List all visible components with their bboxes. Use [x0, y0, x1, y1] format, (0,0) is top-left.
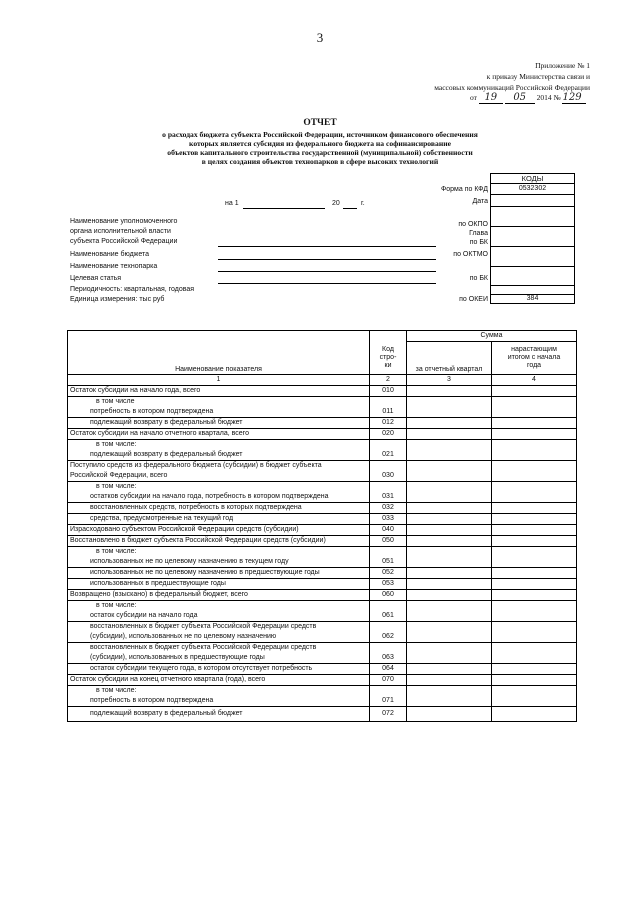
row-indicator-name: подлежащий возврату в федеральный бюджет — [68, 450, 370, 461]
header-cumulative — [492, 342, 577, 375]
row-code: 061 — [370, 611, 407, 622]
row-indicator-name: в том числе: — [68, 481, 370, 492]
row-value-cumulative[interactable] — [492, 653, 577, 664]
header-sum: Сумма — [407, 331, 577, 342]
row-value-cumulative[interactable] — [492, 502, 577, 513]
row-value-cumulative[interactable] — [492, 385, 577, 396]
unit-label: Единица измерения: тыс руб — [70, 296, 165, 303]
table-row — [68, 439, 577, 450]
row-indicator-name: восстановленных в бюджет субъекта Российской Федерации средств — [68, 642, 370, 653]
row-value-period[interactable] — [407, 600, 492, 611]
org-field-line — [218, 246, 436, 247]
table-row — [68, 674, 577, 685]
row-code — [370, 642, 407, 653]
row-value-period[interactable] — [407, 481, 492, 492]
row-code: 030 — [370, 471, 407, 482]
appendix-date-month: 05 — [505, 92, 535, 104]
report-subtitle-2: которых является субсидия из федерального бюджета на софинансирование — [189, 139, 451, 148]
row-value-period[interactable] — [407, 632, 492, 643]
row-value-cumulative[interactable] — [492, 428, 577, 439]
row-value-cumulative[interactable] — [492, 439, 577, 450]
okei-code: 384 — [490, 294, 575, 304]
table-row — [68, 502, 577, 513]
row-indicator-name: Российской Федерации, всего — [68, 471, 370, 482]
row-value-cumulative[interactable] — [492, 674, 577, 685]
row-value-cumulative[interactable] — [492, 471, 577, 482]
date-year-line — [343, 208, 357, 209]
row-value-period[interactable] — [407, 471, 492, 482]
row-code: 021 — [370, 450, 407, 461]
row-value-period[interactable] — [407, 460, 492, 471]
date-20: 20 — [332, 200, 340, 207]
row-code — [370, 396, 407, 407]
header-code-1: Код — [382, 345, 394, 353]
row-value-cumulative[interactable] — [492, 481, 577, 492]
col-number-4: 4 — [492, 374, 577, 385]
table-row — [68, 396, 577, 407]
row-code — [370, 600, 407, 611]
org-label-1: Наименование уполномоченного — [70, 218, 178, 225]
row-value-cumulative[interactable] — [492, 632, 577, 643]
okpo-code — [490, 206, 575, 227]
header-code-3: ки — [384, 361, 392, 369]
table-row — [68, 407, 577, 418]
header-name-top — [68, 331, 370, 342]
table-row — [68, 706, 577, 721]
codes-header: КОДЫ — [490, 173, 575, 184]
row-value-cumulative[interactable] — [492, 685, 577, 696]
table-row — [68, 492, 577, 503]
row-indicator-name: использованных не по целевому назначению в предшествующие годы — [68, 567, 370, 578]
row-value-cumulative[interactable] — [492, 642, 577, 653]
row-code: 031 — [370, 492, 407, 503]
table-row — [68, 642, 577, 653]
report-subtitle-4: в целях создания объектов технопарков в сфере высоких технологий — [201, 157, 439, 166]
page-number: 3 — [316, 30, 324, 45]
form-code: 0532302 — [490, 183, 575, 195]
table-row — [68, 696, 577, 707]
row-indicator-name: подлежащий возврату в федеральный бюджет — [68, 706, 370, 721]
report-subtitle-1: о расходах бюджета субъекта Российской Федерации, источником финансового обеспечения — [162, 130, 478, 139]
row-value-cumulative[interactable] — [492, 696, 577, 707]
row-code: 012 — [370, 417, 407, 428]
row-value-cumulative[interactable] — [492, 524, 577, 535]
row-value-cumulative[interactable] — [492, 600, 577, 611]
row-code: 032 — [370, 502, 407, 513]
date-month-line — [243, 208, 325, 209]
row-indicator-name: Остаток субсидии на начало отчетного квартала, всего — [68, 428, 370, 439]
appendix-line-1: Приложение № 1 — [535, 61, 590, 70]
budget-field-line — [218, 259, 436, 260]
row-value-period[interactable] — [407, 706, 492, 721]
report-table — [67, 330, 577, 722]
row-value-cumulative[interactable] — [492, 706, 577, 721]
technopark-field-line — [218, 271, 436, 272]
row-indicator-name: Возвращено (взыскано) в федеральный бюджет, всего — [68, 589, 370, 600]
table-row — [68, 471, 577, 482]
row-code: 063 — [370, 653, 407, 664]
bk2-label: по БК — [469, 275, 488, 282]
row-indicator-name: использованных не по целевому назначению в текущем году — [68, 557, 370, 568]
appendix-date-day: 19 — [479, 92, 503, 104]
row-value-cumulative[interactable] — [492, 621, 577, 632]
header-cum-1: нарастающим — [511, 345, 557, 353]
row-indicator-name: Израсходовано субъектом Российской Федерации средств (субсидии) — [68, 524, 370, 535]
table-row — [68, 460, 577, 471]
row-value-period[interactable] — [407, 578, 492, 589]
table-body — [68, 385, 577, 721]
row-value-period[interactable] — [407, 439, 492, 450]
row-value-cumulative[interactable] — [492, 578, 577, 589]
row-value-cumulative[interactable] — [492, 407, 577, 418]
col-number-3: 3 — [407, 374, 492, 385]
row-indicator-name: остаток субсидии текущего года, в котором отсутствует потребность — [68, 663, 370, 674]
table-row — [68, 653, 577, 664]
appendix-date — [470, 92, 586, 104]
row-code — [370, 546, 407, 557]
table-row — [68, 557, 577, 568]
appendix-number: 129 — [562, 92, 586, 104]
oktmo-code — [490, 246, 575, 267]
row-value-period[interactable] — [407, 557, 492, 568]
row-indicator-name: в том числе: — [68, 546, 370, 557]
table-row — [68, 428, 577, 439]
row-value-cumulative[interactable] — [492, 492, 577, 503]
col-number-1: 1 — [68, 374, 370, 385]
row-value-cumulative[interactable] — [492, 611, 577, 622]
row-indicator-name: восстановленных в бюджет субъекта Российской Федерации средств — [68, 621, 370, 632]
table-row — [68, 546, 577, 557]
row-indicator-name: потребность в котором подтверждена — [68, 407, 370, 418]
target-code — [490, 266, 575, 286]
date-label: Дата — [472, 198, 488, 205]
row-value-cumulative[interactable] — [492, 589, 577, 600]
header-indicator-name: Наименование показателя — [68, 342, 370, 375]
table-row — [68, 663, 577, 674]
row-value-period[interactable] — [407, 524, 492, 535]
row-code: 064 — [370, 663, 407, 674]
row-value-period[interactable] — [407, 653, 492, 664]
row-indicator-name: Остаток субсидии на начало года, всего — [68, 385, 370, 396]
row-code: 053 — [370, 578, 407, 589]
row-code: 071 — [370, 696, 407, 707]
target-label: Целевая статья — [70, 275, 122, 282]
row-indicator-name: подлежащий возврату в федеральный бюджет — [68, 417, 370, 428]
row-value-cumulative[interactable] — [492, 567, 577, 578]
row-value-cumulative[interactable] — [492, 663, 577, 674]
table-row — [68, 632, 577, 643]
header-code-2: стро- — [379, 353, 397, 361]
row-value-period[interactable] — [407, 589, 492, 600]
row-code — [370, 439, 407, 450]
row-value-period[interactable] — [407, 492, 492, 503]
row-indicator-name: восстановленных средств, потребность в которых подтверждена — [68, 502, 370, 513]
row-value-period[interactable] — [407, 385, 492, 396]
row-code: 062 — [370, 632, 407, 643]
row-code: 050 — [370, 535, 407, 546]
row-value-cumulative[interactable] — [492, 417, 577, 428]
report-subtitle-3: объектов капитального строительства государственной (муниципальной) собственности — [167, 148, 473, 157]
row-value-cumulative[interactable] — [492, 546, 577, 557]
row-code: 070 — [370, 674, 407, 685]
technopark-label: Наименование технопарка — [70, 263, 158, 270]
okei-label: по ОКЕИ — [459, 296, 488, 303]
header-cum-3: года — [526, 361, 542, 369]
row-indicator-name: Остаток субсидии на конец отчетного квартала (года), всего — [68, 674, 370, 685]
row-code — [370, 685, 407, 696]
appendix-date-prefix: от — [470, 93, 477, 102]
org-label-2: органа исполнительной власти — [70, 228, 171, 235]
table-row — [68, 524, 577, 535]
bk-label: по БК — [469, 239, 488, 246]
table-numbers-row — [68, 374, 577, 385]
header-period: за отчетный квартал — [407, 342, 492, 375]
table-row — [68, 417, 577, 428]
table-row — [68, 621, 577, 632]
appendix-line-2: к приказу Министерства связи и — [486, 72, 590, 81]
glava-label: Глава — [469, 230, 488, 237]
row-value-period[interactable] — [407, 663, 492, 674]
row-code: 051 — [370, 557, 407, 568]
row-value-period[interactable] — [407, 502, 492, 513]
oktmo-label: по ОКТМО — [453, 251, 488, 258]
okpo-label: по ОКПО — [458, 221, 488, 228]
row-code: 040 — [370, 524, 407, 535]
row-indicator-name: остаток субсидии на начало года — [68, 611, 370, 622]
row-indicator-name: в том числе: — [68, 439, 370, 450]
row-code: 072 — [370, 706, 407, 721]
target-field-line — [218, 283, 436, 284]
row-value-cumulative[interactable] — [492, 557, 577, 568]
row-indicator-name: потребность в котором подтверждена — [68, 696, 370, 707]
row-value-period[interactable] — [407, 611, 492, 622]
row-code: 020 — [370, 428, 407, 439]
row-value-period[interactable] — [407, 407, 492, 418]
form-label: Форма по КФД — [440, 186, 488, 193]
table-row — [68, 611, 577, 622]
row-code: 011 — [370, 407, 407, 418]
row-indicator-name: в том числе: — [68, 600, 370, 611]
row-code: 060 — [370, 589, 407, 600]
appendix-line-3: массовых коммуникаций Российской Федерации — [434, 83, 590, 92]
row-value-cumulative[interactable] — [492, 535, 577, 546]
row-value-cumulative[interactable] — [492, 460, 577, 471]
row-indicator-name: в том числе — [68, 396, 370, 407]
col-number-2: 2 — [370, 374, 407, 385]
row-value-period[interactable] — [407, 567, 492, 578]
row-code: 010 — [370, 385, 407, 396]
row-indicator-name: в том числе: — [68, 685, 370, 696]
row-value-period[interactable] — [407, 685, 492, 696]
row-value-period[interactable] — [407, 535, 492, 546]
table-row — [68, 385, 577, 396]
row-code — [370, 621, 407, 632]
date-on: на 1 — [225, 200, 239, 207]
row-value-cumulative[interactable] — [492, 396, 577, 407]
period-label: Периодичность: квартальная, годовая — [70, 286, 195, 293]
table-row — [68, 589, 577, 600]
row-value-period[interactable] — [407, 696, 492, 707]
row-indicator-name: (субсидии), использованных не по целевому назначению — [68, 632, 370, 643]
row-indicator-name: (субсидии), использованных в предшествующие годы — [68, 653, 370, 664]
table-row — [68, 513, 577, 524]
budget-label: Наименование бюджета — [70, 251, 150, 258]
table-row — [68, 481, 577, 492]
row-value-period[interactable] — [407, 428, 492, 439]
table-header-row-1 — [68, 331, 577, 342]
header-row-code — [370, 342, 407, 375]
row-indicator-name: использованных в предшествующие годы — [68, 578, 370, 589]
bk-code — [490, 226, 575, 247]
table-row — [68, 685, 577, 696]
table-row — [68, 600, 577, 611]
row-value-period[interactable] — [407, 674, 492, 685]
row-code — [370, 481, 407, 492]
row-value-period[interactable] — [407, 642, 492, 653]
header-code-top — [370, 331, 407, 342]
row-value-cumulative[interactable] — [492, 450, 577, 461]
table-row — [68, 578, 577, 589]
org-label-3: субъекта Российской Федерации — [70, 238, 178, 245]
row-value-period[interactable] — [407, 546, 492, 557]
row-code — [370, 460, 407, 471]
row-indicator-name: остатков субсидии на начало года, потребность в котором подтверждена — [68, 492, 370, 503]
row-code: 052 — [370, 567, 407, 578]
row-indicator-name: средства, предусмотренные на текущий год — [68, 513, 370, 524]
header-cum-2: итогом с начала — [507, 353, 561, 361]
row-value-period[interactable] — [407, 513, 492, 524]
table-row — [68, 450, 577, 461]
row-code: 033 — [370, 513, 407, 524]
date-g: г. — [361, 200, 365, 207]
row-value-cumulative[interactable] — [492, 513, 577, 524]
table-header-row-2 — [68, 342, 577, 375]
table-row — [68, 535, 577, 546]
row-indicator-name: Восстановлено в бюджет субъекта Российской Федерации средств (субсидии) — [68, 535, 370, 546]
appendix-date-year: 2014 № — [536, 93, 561, 102]
table-row — [68, 567, 577, 578]
row-value-period[interactable] — [407, 396, 492, 407]
row-indicator-name: Поступило средств из федерального бюджета (субсидии) в бюджет субъекта — [68, 460, 370, 471]
row-value-period[interactable] — [407, 621, 492, 632]
report-title: ОТЧЕТ — [303, 118, 337, 128]
row-value-period[interactable] — [407, 450, 492, 461]
row-value-period[interactable] — [407, 417, 492, 428]
